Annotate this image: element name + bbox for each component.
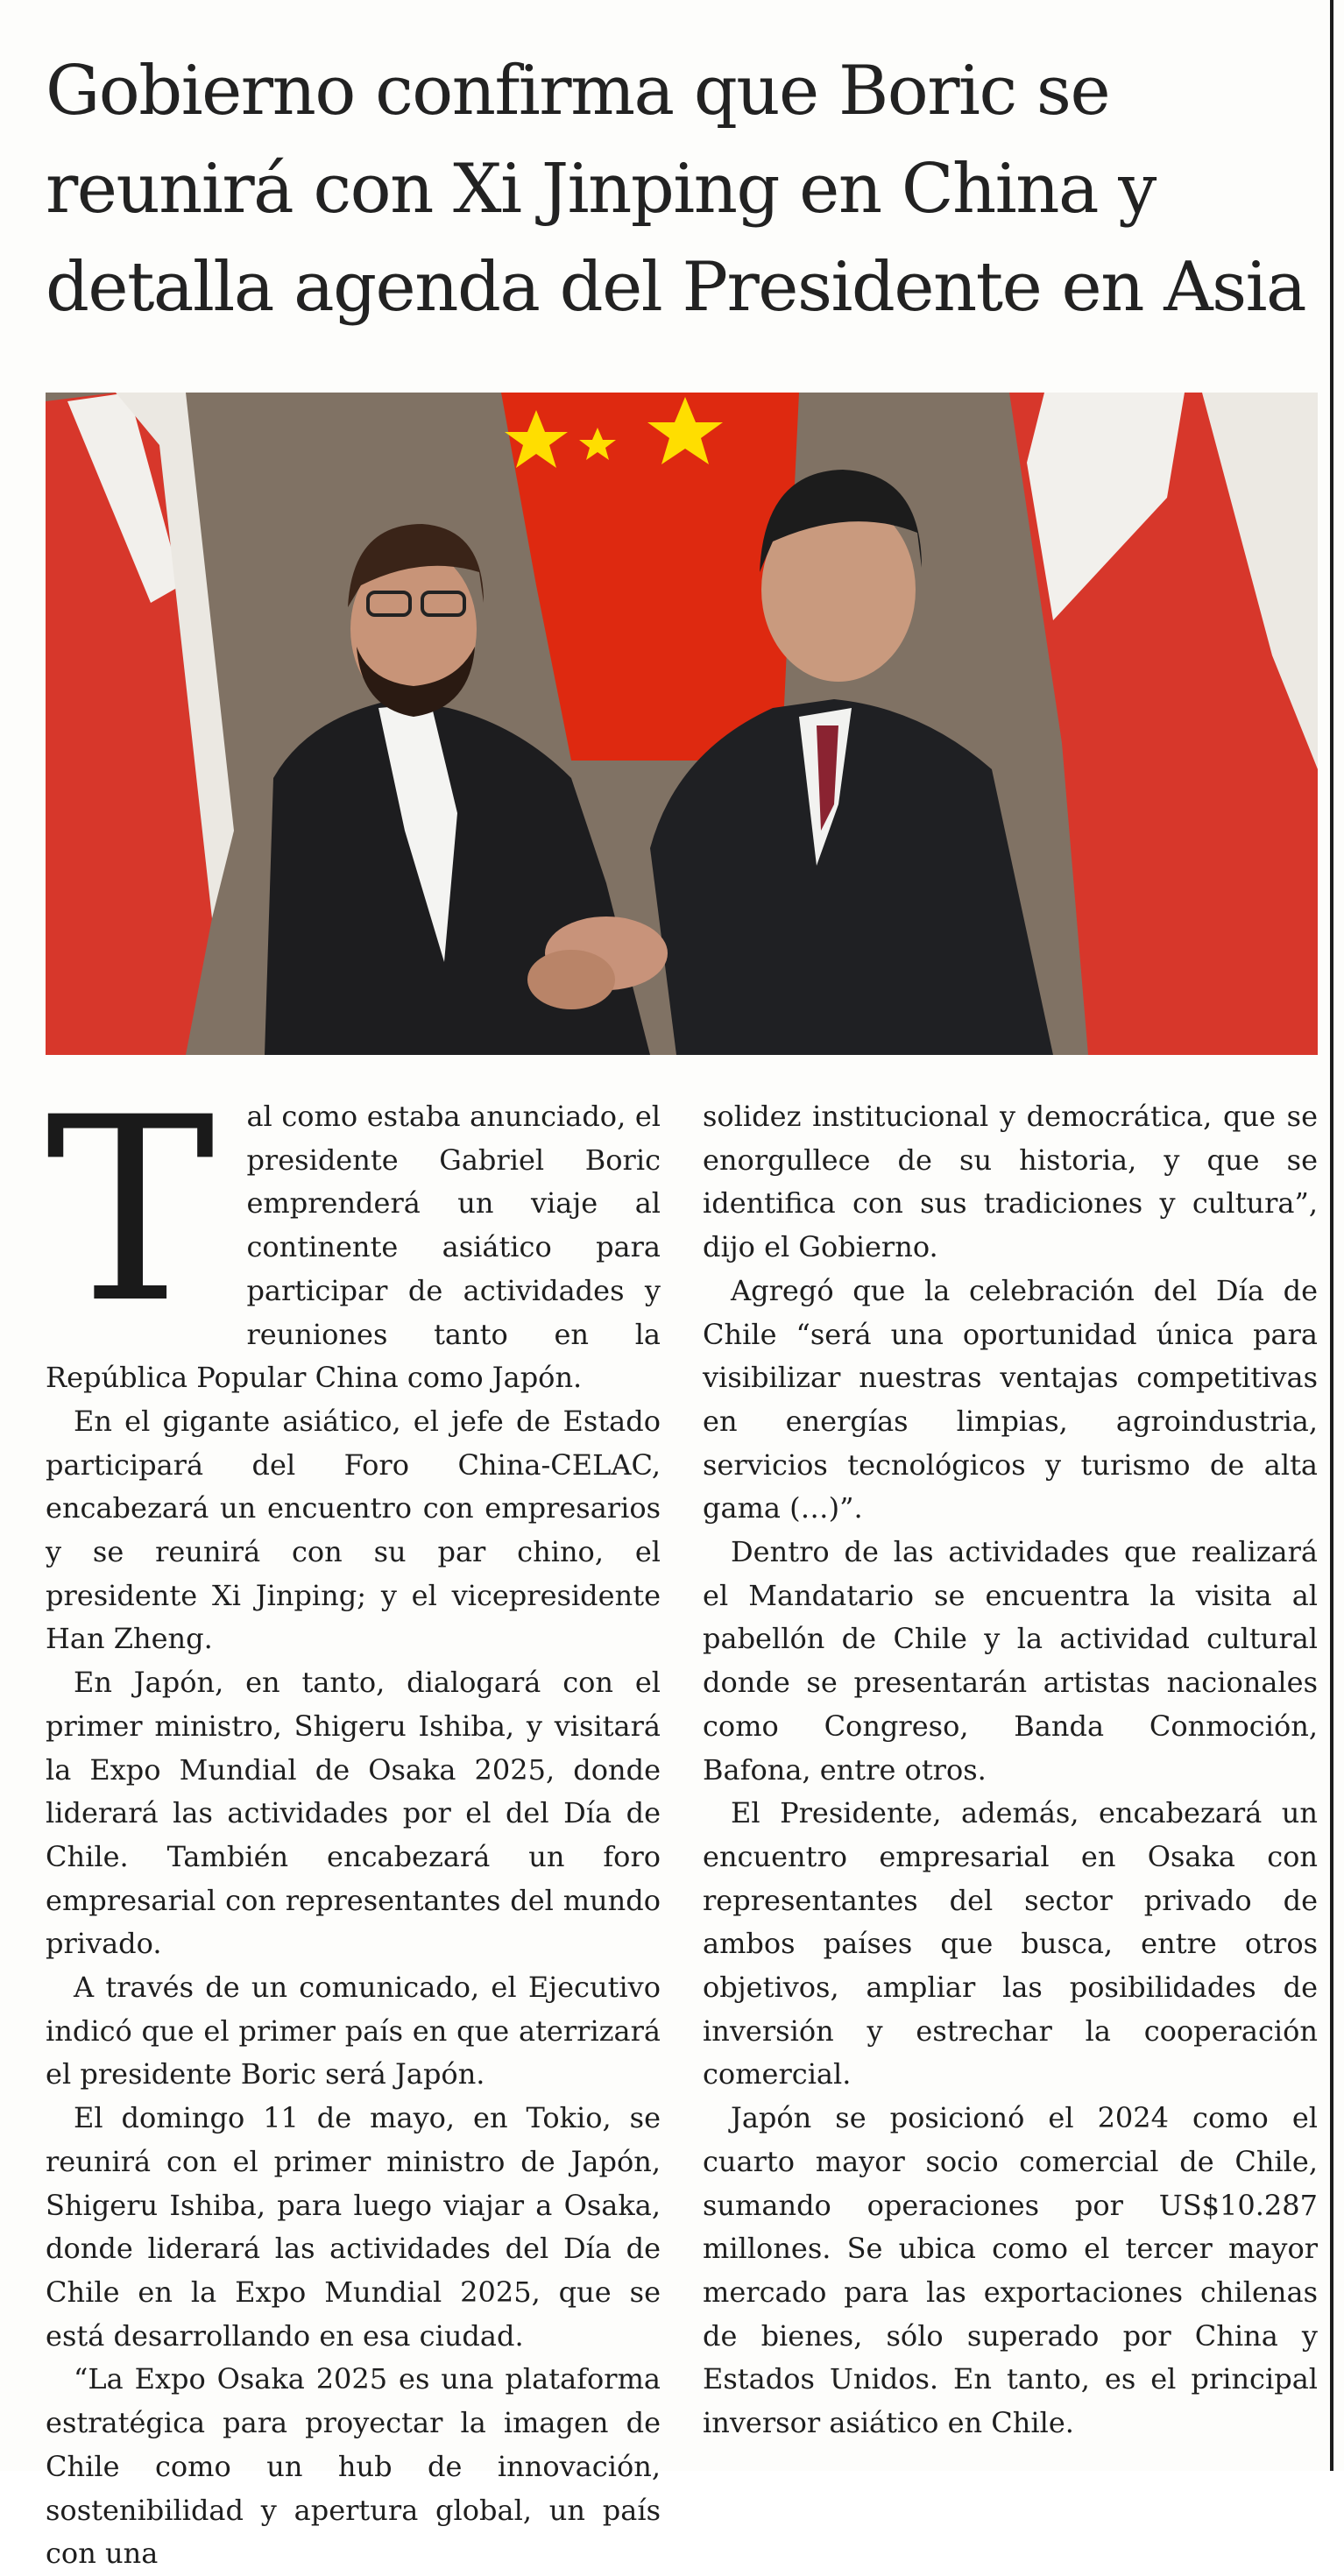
paragraph: solidez institucional y democrática, que se enorgullece de su historia, y que se identifica con sus tradiciones y cultura”, dijo el Gobierno.	[703, 1100, 1318, 1264]
paragraph: El domingo 11 de mayo, en Tokio, se reunirá con el primer ministro de Japón, Shigeru Ishiba, para luego viajar a Osaka, donde liderará las actividades del Día de Chile en la Expo Mundial 2025, que se está desarrollando en esa ciudad.	[46, 2101, 661, 2353]
article-column-right	[703, 1095, 1318, 2445]
headline: Gobierno confirma que Boric se reunirá con Xi Jinping en China y detalla agenda del Presidente en Asia	[46, 52, 1306, 327]
paragraph: al como estaba anunciado, el presidente Gabriel Boric emprenderá un viaje al continente asiático para participar de actividades y reuniones tanto en la República Popular China como Japón.	[46, 1100, 661, 1395]
paragraph: En el gigante asiático, el jefe de Estado participará del Foro China-CELAC, encabezará un encuentro con empresarios y se reunirá con su par chino, el presidente Xi Jinping; y el vicepresidente Han Zheng.	[46, 1404, 661, 1656]
dropcap: T	[46, 1064, 216, 1359]
article-column-left	[46, 1064, 661, 2576]
column-rule	[1330, 0, 1333, 2471]
paragraph: A través de un comunicado, el Ejecutivo indicó que el primer país en que aterrizará el presidente Boric será Japón.	[46, 1971, 661, 2091]
article-photo	[46, 393, 1318, 1055]
paragraph: “La Expo Osaka 2025 es una plataforma estratégica para proyectar la imagen de Chile como un hub de innovación, sostenibilidad y apertura global, un país con una	[46, 2362, 661, 2571]
paragraph: En Japón, en tanto, dialogará con el primer ministro, Shigeru Ishiba, y visitará la Expo Mundial de Osaka 2025, donde liderará las actividades por el del Día de Chile. También encabezará un foro empresarial con representantes del mundo privado.	[46, 1666, 661, 1961]
paragraph: Agregó que la celebración del Día de Chile “será una oportunidad única para visibilizar nuestras ventajas competitivas en energías limpias, agroindustria, servicios tecnológicos y turismo de alta gama (…)”.	[703, 1273, 1318, 1525]
photo-illustration	[46, 393, 1318, 1055]
paragraph: Dentro de las actividades que realizará el Mandatario se encuentra la visita al pabellón de Chile y la actividad cultural donde se presentarán artistas nacionales como Congreso, Banda Conmoción, Bafona, entre otros.	[703, 1535, 1318, 1787]
paragraph: Japón se posicionó el 2024 como el cuarto mayor socio comercial de Chile, sumando operaciones por US$10.287 millones. Se ubica como el tercer mayor mercado para las exportaciones chilenas de bienes, sólo superado por China y Estados Unidos. En tanto, es el principal inversor asiático en Chile.	[703, 2101, 1318, 2440]
paragraph: El Presidente, además, encabezará un encuentro empresarial en Osaka con representantes del sector privado de ambos países que busca, entre otros objetivos, ampliar las posibilidades de inversión y estrechar la cooperación comercial.	[703, 1796, 1318, 2091]
